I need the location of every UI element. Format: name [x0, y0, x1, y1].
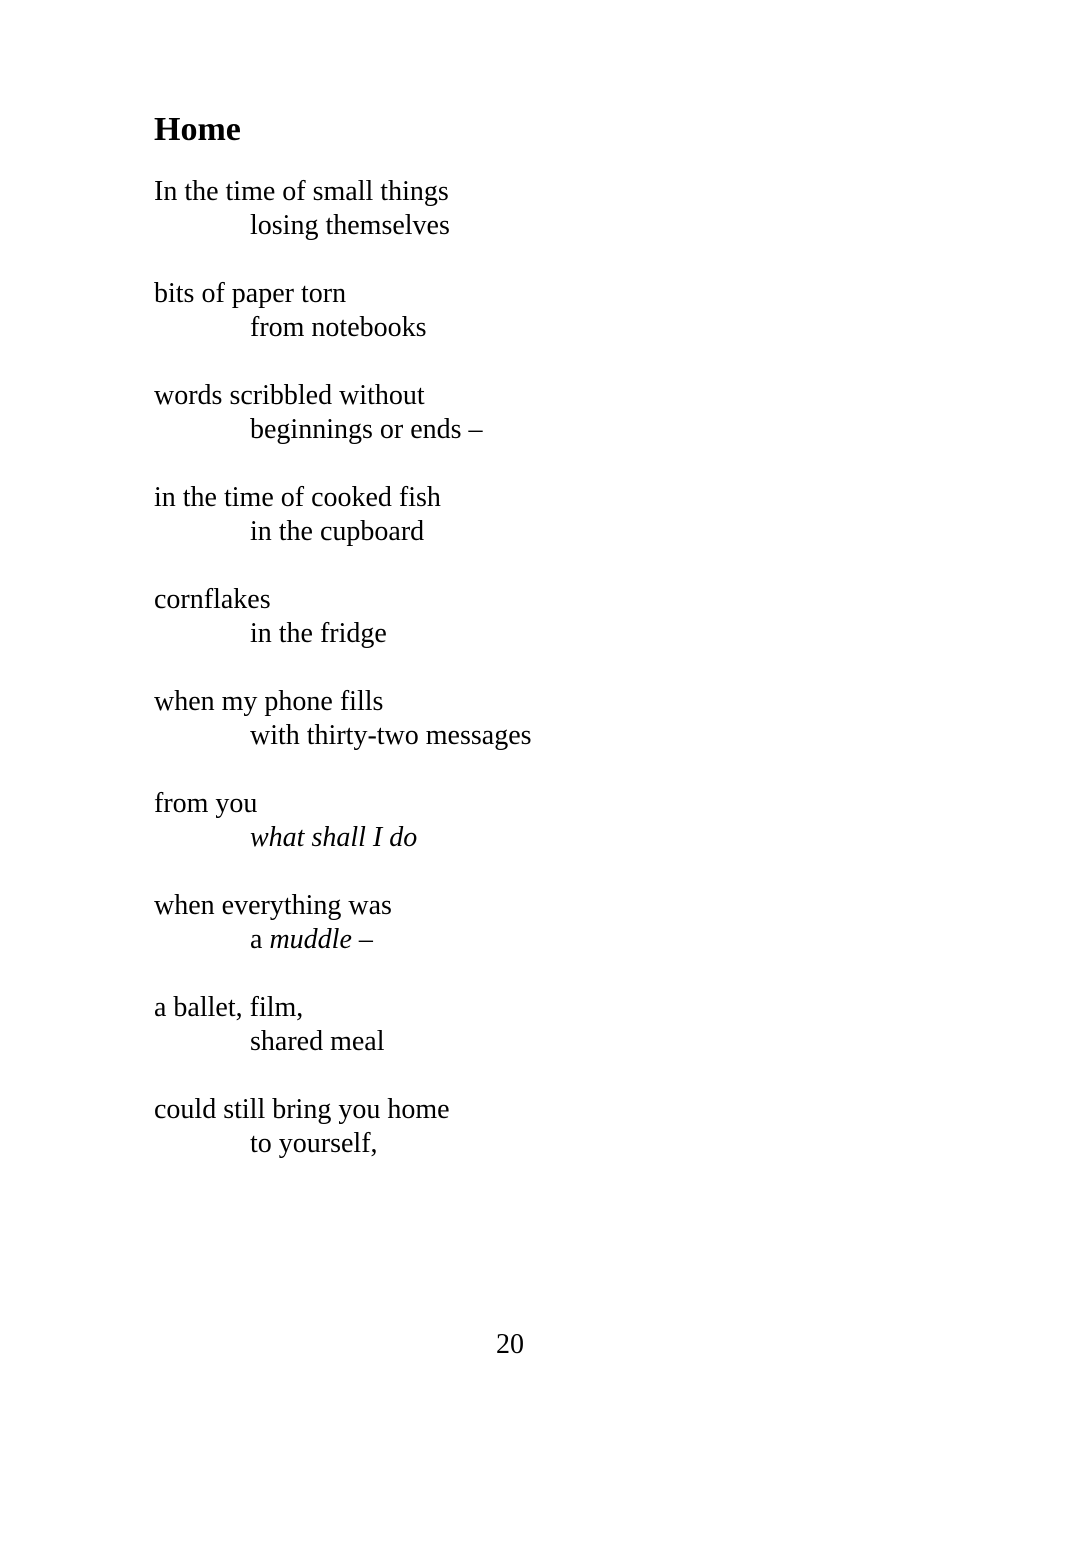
line-suffix: –: [351, 924, 373, 955]
stanza-line: cornflakes: [154, 584, 271, 615]
stanza-line: when my phone fills: [154, 686, 384, 717]
stanza-line: a ballet, film,: [154, 992, 304, 1023]
stanza-indented-line: from notebooks: [250, 312, 427, 343]
stanza-line: words scribbled without: [154, 380, 425, 411]
stanza-indented-line: in the cupboard: [250, 516, 425, 547]
line-prefix: a: [250, 924, 270, 955]
stanza-indented-line: [154, 923, 914, 957]
stanza-5: [154, 583, 914, 651]
stanza-indented-line: to yourself,: [250, 1128, 378, 1159]
stanza-10: [154, 1093, 914, 1161]
stanza-1: [154, 175, 914, 243]
stanza-2: [154, 277, 914, 345]
stanza-indented-line: beginnings or ends –: [250, 414, 483, 445]
poem-title: Home: [154, 111, 241, 148]
stanza-7: [154, 787, 914, 855]
stanza-indented-line: with thirty-two messages: [250, 720, 532, 751]
stanza-line: bits of paper torn: [154, 278, 347, 309]
stanza-line: In the time of small things: [154, 176, 449, 207]
stanza-line: could still bring you home: [154, 1094, 450, 1125]
stanza-indented-line-italic: what shall I do: [250, 822, 418, 853]
stanza-line: in the time of cooked fish: [154, 482, 441, 513]
stanza-4: [154, 481, 914, 549]
stanza-8: [154, 889, 914, 957]
stanza-6: [154, 685, 914, 753]
stanza-line: when everything was: [154, 890, 392, 921]
stanza-indented-line: losing themselves: [250, 210, 450, 241]
italic-word: muddle: [269, 924, 352, 955]
stanza-9: [154, 991, 914, 1059]
stanza-line: from you: [154, 788, 258, 819]
page-number: 20: [496, 1329, 524, 1360]
stanza-3: [154, 379, 914, 447]
poem-body: [154, 175, 914, 1195]
stanza-indented-line: shared meal: [250, 1026, 385, 1057]
stanza-indented-line: in the fridge: [250, 618, 387, 649]
